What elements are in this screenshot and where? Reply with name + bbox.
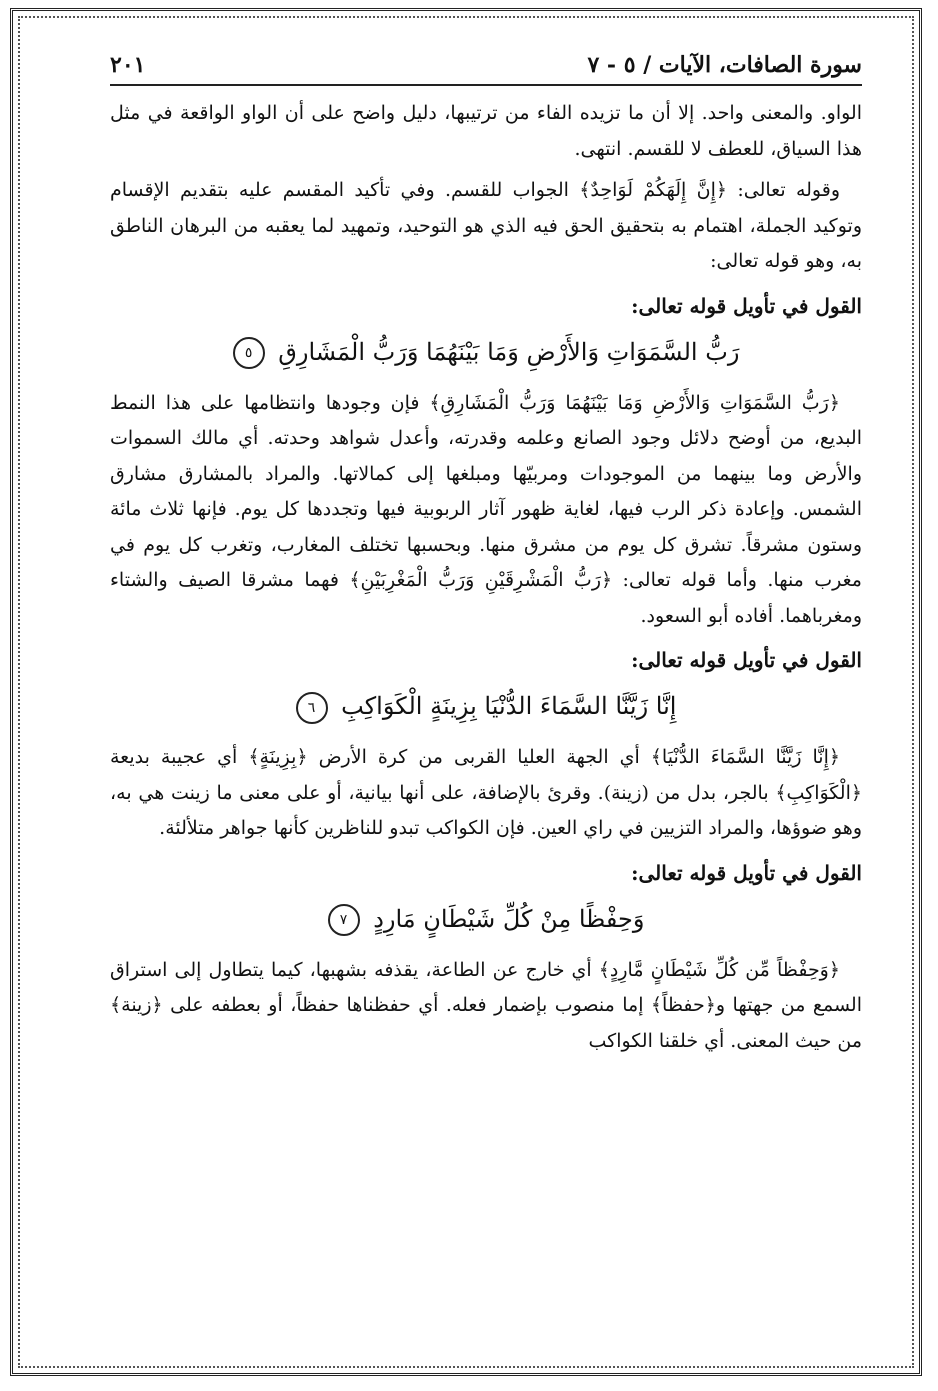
ayah-number-marker: ٥ bbox=[233, 337, 265, 369]
page-title: سورة الصافات، الآيات / ٥ - ٧ bbox=[587, 52, 862, 78]
paragraph: ﴿رَبُّ السَّمَوَاتِ وَالأَرْضِ وَمَا بَيْنَهُمَا وَرَبُّ الْمَشَارِقِ﴾ فإن وجودها وانتظامها على هذا النمط البديع، من أوضح دلائل وجود الصانع وعلمه وقدرته، وأعدل شواهد وحدته. أي مالك السموات والأرض وما بينهما من الموجودات ومربيّها ومبلغها إلى كمالاتها. والمراد بالمشارق مشارق الشمس. وإعادة ذكر الرب فيها، لغاية ظهور آثار الربوبية فيها وتجددها كل يوم. فإنها ثلاث مائة وستون مشرقاً. تشرق كل يوم من مشرق منها. وبحسبها تختلف المغارب، وتغرب كل يوم في مغرب منها. وأما قوله تعالى: ﴿رَبُّ الْمَشْرِقَيْنِ وَرَبُّ الْمَغْرِبَيْنِ﴾ فهما مشرقا الصيف والشتاء ومغرباهما. أفاده أبو السعود. bbox=[110, 391, 862, 627]
page-number: ٢٠١ bbox=[110, 52, 146, 78]
section-heading: القول في تأويل قوله تعالى: bbox=[631, 860, 862, 885]
ayah-verse bbox=[110, 680, 862, 732]
section-heading: القول في تأويل قوله تعالى: bbox=[631, 293, 862, 318]
paragraph: الواو. والمعنى واحد. إلا أن ما تزيده الفاء من ترتيبها، دليل واضح على أن الواو الواقعة في مثل هذا السياق، للعطف لا للقسم. انتهى. bbox=[110, 102, 862, 160]
paragraph: وقوله تعالى: ﴿إِنَّ إِلَهَكُمْ لَوَاحِدٌ﴾ الجواب للقسم. وفي تأكيد المقسم عليه بتقديم الإقسام وتوكيد الجملة، اهتمام به بتحقيق الحق فيه الذي هو التوحيد، وتمهيد لما يعقبه من البرهان الناطق به، وهو قوله تعالى: bbox=[110, 179, 862, 272]
ayah-verse bbox=[110, 326, 862, 378]
paragraph: ﴿إِنَّا زَيَّنَّا السَّمَاءَ الدُّنْيَا﴾ أي الجهة العليا القربى من كرة الأرض ﴿بِزِينَةٍ﴾ أي عجيبة بديعة ﴿الْكَوَاكِبِ﴾ بالجر، بدل من (زينة). وقرئ بالإضافة، على أنها بيانية، أو على معنى ما زينت هي به، وهو ضوؤها، والمراد التزيين في راي العين. فإن الكواكب تبدو للناظرين كأنها جواهر متلألئة. bbox=[110, 746, 862, 839]
ayah-text: وَحِفْظًا مِنْ كُلِّ شَيْطَانٍ مَارِدٍ bbox=[373, 904, 645, 933]
ayah-text: إِنَّا زَيَّنَّا السَّمَاءَ الدُّنْيَا بِزِينَةٍ الْكَوَاكِبِ bbox=[341, 692, 677, 720]
ayah-number-marker: ٦ bbox=[296, 692, 328, 724]
ayah-text: رَبُّ السَّمَوَاتِ وَالأَرْضِ وَمَا بَيْنَهُمَا وَرَبُّ الْمَشَارِقِ bbox=[278, 337, 740, 366]
ayah-number-marker: ٧ bbox=[328, 904, 360, 936]
paragraph: ﴿وَحِفْظاً مِّن كُلِّ شَيْطَانٍ مَّارِدٍ﴾ أي خارج عن الطاعة، يقذفه بشهبها، كيما يتطاول إلى استراق السمع من جهتها و﴿حفظاً﴾ إما منصوب بإضمار فعله. أي حفظناها حفظاً، أو بعطفه على ﴿زينة﴾ من حيث المعنى. أي خلقنا الكواكب bbox=[110, 958, 862, 1052]
ayah-verse bbox=[110, 893, 862, 945]
page-header bbox=[110, 52, 862, 86]
section-heading: القول في تأويل قوله تعالى: bbox=[631, 648, 862, 672]
page-content bbox=[110, 52, 862, 1065]
